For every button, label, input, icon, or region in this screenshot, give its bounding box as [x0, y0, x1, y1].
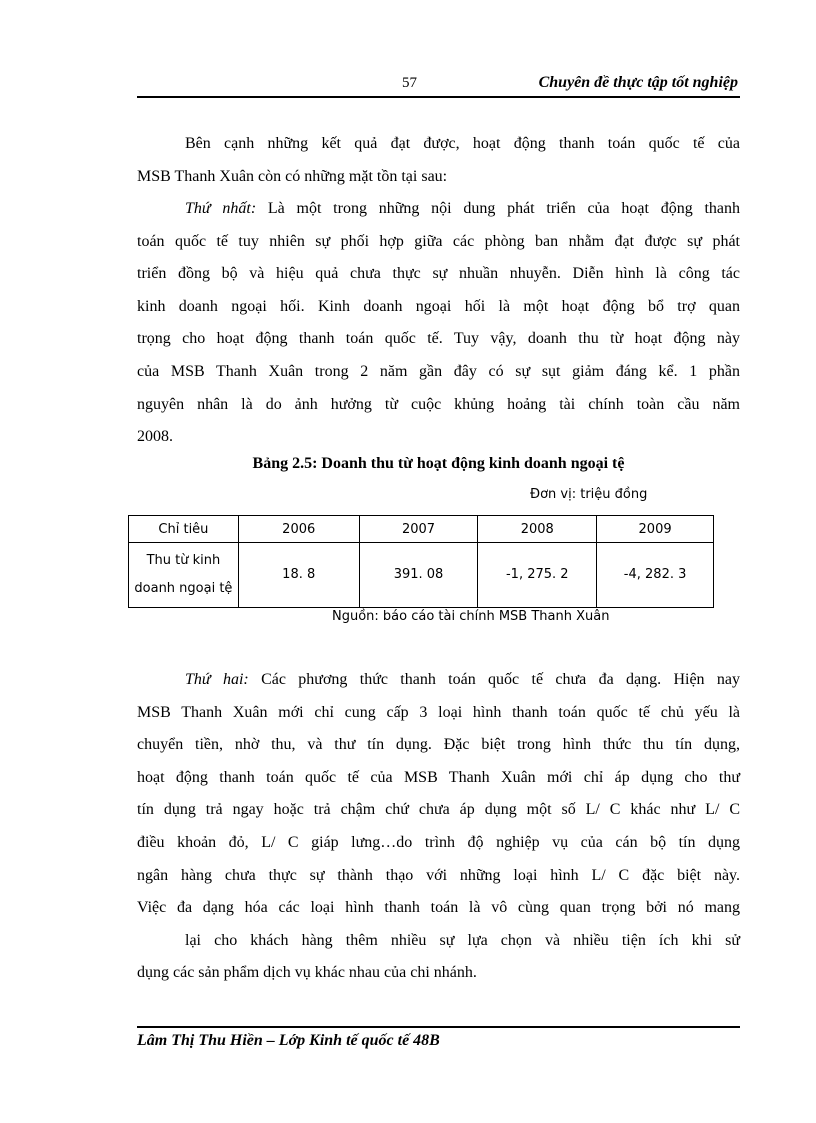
- text-line: [137, 664, 740, 697]
- text-line: của MSB Thanh Xuân trong 2 năm gần đây có sự sụt giảm đáng kể. 1 phần: [137, 362, 740, 380]
- table-header-cell: 2007: [359, 516, 478, 543]
- table-caption: Bảng 2.5: Doanh thu từ hoạt động kinh doanh ngoại tệ: [252, 455, 625, 472]
- text-line: điều khoản đỏ, L/ C giáp lưng…do trình độ nghiệp vụ của cán bộ tín dụng: [137, 833, 740, 851]
- table-unit: Đơn vị: triệu đồng: [530, 487, 648, 502]
- table-row: [129, 543, 714, 608]
- table-header-cell: 2009: [597, 516, 714, 543]
- text-line: tín dụng trả ngay hoặc trả chậm chứ chưa áp dụng một số L/ C khác như L/ C: [137, 801, 740, 819]
- revenue-table: [128, 515, 714, 608]
- footer-author: Lâm Thị Thu Hiền – Lớp Kinh tế quốc tế 48B: [137, 1032, 440, 1049]
- first-label: Thứ nhất:: [185, 200, 257, 217]
- table-header-cell: 2008: [478, 516, 597, 543]
- second-paragraph: [137, 664, 740, 990]
- text-line: MSB Thanh Xuân còn có những mặt tồn tại sau:: [137, 167, 448, 185]
- second-label: Thứ hai:: [185, 671, 249, 688]
- header-title: Chuyên đề thực tập tốt nghiệp: [538, 74, 738, 91]
- text-line: [137, 193, 740, 226]
- table-header-cell: 2006: [238, 516, 359, 543]
- text-line: 2008.: [137, 428, 173, 446]
- table-cell: -4, 282. 3: [597, 543, 714, 608]
- text-line: trọng cho hoạt động thanh toán quốc tế. Tuy vậy, doanh thu từ hoạt động này: [137, 330, 740, 348]
- text-line: Bên cạnh những kết quả đạt được, hoạt động thanh toán quốc tế của: [185, 135, 740, 152]
- text-line: MSB Thanh Xuân mới chỉ cung cấp 3 loại hình thanh toán quốc tế chủ yếu là: [137, 703, 740, 721]
- text-line: lại cho khách hàng thêm nhiều sự lựa chọn và nhiều tiện ích khi sử: [185, 931, 740, 949]
- row-label-line: Thu từ kinh: [146, 553, 221, 568]
- text-line: dụng các sản phẩm dịch vụ khác nhau của chi nhánh.: [137, 964, 477, 982]
- table-header-cell: Chỉ tiêu: [129, 516, 239, 543]
- text-line: nguyên nhân là do ảnh hưởng từ cuộc khủng hoảng tài chính toàn cầu năm: [137, 395, 740, 413]
- header-rule: [137, 96, 740, 98]
- footer-rule: [137, 1026, 740, 1028]
- row-label-line: doanh ngoại tệ: [134, 581, 233, 596]
- text-line: triển đồng bộ và hiệu quả chưa thực sự nhuần nhuyễn. Diễn hình là công tác: [137, 265, 740, 283]
- text-line: toán quốc tế tuy nhiên sự phối hợp giữa các phòng ban nhằm đạt được sự phát: [137, 232, 740, 250]
- row-label-cell: [129, 543, 239, 608]
- table-header-row: [129, 516, 714, 543]
- text-line: chuyển tiền, nhờ thu, và thư tín dụng. Đặc biệt trong hình thức thu tín dụng,: [137, 736, 740, 754]
- text-line: kinh doanh ngoại hối. Kinh doanh ngoại hối là một hoạt động bổ trợ quan: [137, 297, 740, 315]
- table-cell: -1, 275. 2: [478, 543, 597, 608]
- text-span: Là một trong những nội dung phát triển của hoạt động thanh: [256, 200, 740, 217]
- text-line: Việc đa dạng hóa các loại hình thanh toán là vô cùng quan trọng bởi nó mang: [137, 899, 740, 917]
- table-cell: 18. 8: [238, 543, 359, 608]
- page-header: [137, 72, 740, 96]
- page-number: 57: [402, 75, 417, 91]
- text-span: Các phương thức thanh toán quốc tế chưa đa dạng. Hiện nay: [248, 671, 740, 688]
- table-source: Nguồn: báo cáo tài chính MSB Thanh Xuân: [332, 609, 610, 624]
- text-line: ngân hàng chưa thực sự thành thạo với những loại hình L/ C đặc biệt này.: [137, 866, 740, 884]
- intro-paragraph: [137, 128, 740, 193]
- text-line: hoạt động thanh toán quốc tế của MSB Thanh Xuân mới chỉ áp dụng cho thư: [137, 768, 740, 786]
- first-paragraph: [137, 193, 740, 454]
- table-cell: 391. 08: [359, 543, 478, 608]
